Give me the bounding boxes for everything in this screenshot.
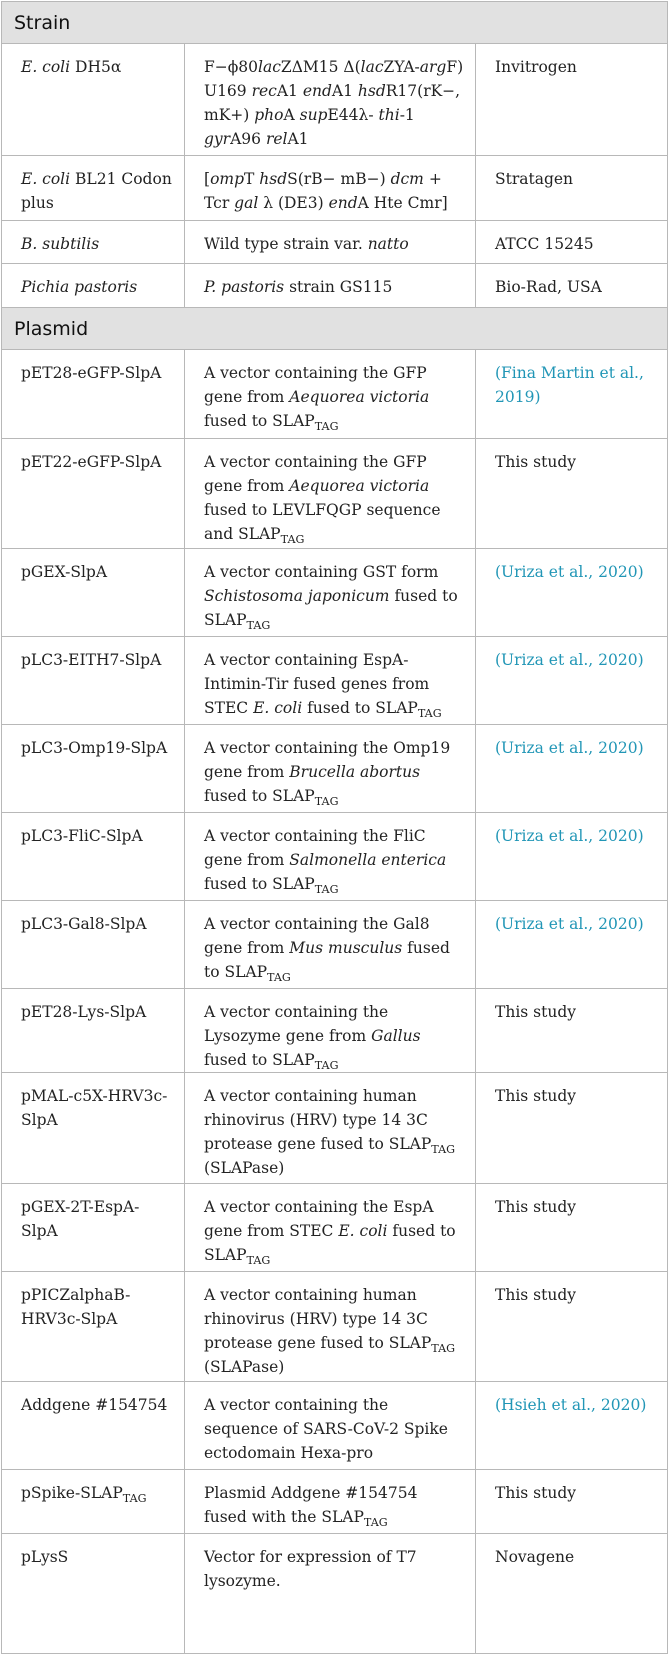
plasmid-description: A vector containing the EspA gene from STEC E. coli fused to $SLAP_{TAG}$ — [185, 1184, 476, 1272]
plasmid-description: Vector for expression of T7 lysozyme. — [185, 1534, 476, 1654]
plasmid-source: This study — [476, 1470, 668, 1534]
plasmid-description: A vector containing the sequence of SARS-CoV-2 Spike ectodomain Hexa-pro — [185, 1382, 476, 1470]
strains-plasmids-table — [1, 1, 668, 1654]
strain-name: Pichia pastoris — [2, 264, 185, 308]
plasmid-name: pGEX-SlpA — [2, 549, 185, 637]
plasmid-name: pPICZalphaB-HRV3c-SlpA — [2, 1272, 185, 1382]
table-row — [2, 1184, 668, 1272]
plasmid-source — [476, 725, 668, 813]
table-row — [2, 1470, 668, 1534]
table-row — [2, 156, 668, 221]
plasmid-source — [476, 350, 668, 439]
plasmid-description: A vector containing GST form Schistosoma japonicum fused to $SLAP_{TAG}$ — [185, 549, 476, 637]
plasmid-description: A vector containing the FliC gene from Salmonella enterica fused to $SLAP_{TAG}$ — [185, 813, 476, 901]
citation-link[interactable]: (Fina Martin et al., 2019) — [495, 364, 644, 406]
plasmid-name: pLC3-Gal8-SlpA — [2, 901, 185, 989]
plasmid-description: A vector containing human rhinovirus (HRV) type 14 3C protease gene fused to $SLAP_{TAG}$ (SLAPase) — [185, 1272, 476, 1382]
strain-genotype: [ompT hsdS(rB− mB−) dcm + Tcr gal λ (DE3) endA Hte Cmr] — [185, 156, 476, 221]
strain-source: Bio-Rad, USA — [476, 264, 668, 308]
table-row — [2, 221, 668, 264]
table-row — [2, 44, 668, 156]
citation-link[interactable]: (Uriza et al., 2020) — [495, 827, 644, 845]
plasmid-name: pGEX-2T-EspA-SlpA — [2, 1184, 185, 1272]
plasmid-source — [476, 637, 668, 725]
strain-source: Stratagen — [476, 156, 668, 221]
table-row — [2, 1534, 668, 1654]
strain-genotype: Wild type strain var. natto — [185, 221, 476, 264]
plasmid-name: pMAL-c5X-HRV3c-SlpA — [2, 1073, 185, 1184]
plasmid-source: This study — [476, 1184, 668, 1272]
plasmid-description: A vector containing the Lysozyme gene from Gallus fused to $SLAP_{TAG}$ — [185, 989, 476, 1073]
plasmid-source — [476, 813, 668, 901]
section-header-plasmid — [2, 308, 668, 350]
table-row — [2, 637, 668, 725]
plasmid-name: pET28-eGFP-SlpA — [2, 350, 185, 439]
table-row — [2, 813, 668, 901]
citation-link[interactable]: (Uriza et al., 2020) — [495, 563, 644, 581]
table-row — [2, 439, 668, 549]
plasmid-name: pLC3-EITH7-SlpA — [2, 637, 185, 725]
strain-name: E. coli DH5α — [2, 44, 185, 156]
table-row — [2, 901, 668, 989]
plasmid-description: Plasmid Addgene #154754 fused with the $SLAP_{TAG}$ — [185, 1470, 476, 1534]
plasmid-name: pLC3-FliC-SlpA — [2, 813, 185, 901]
citation-link[interactable]: (Uriza et al., 2020) — [495, 739, 644, 757]
plasmid-description: A vector containing the Gal8 gene from Mus musculus fused to $SLAP_{TAG}$ — [185, 901, 476, 989]
plasmid-source: This study — [476, 439, 668, 549]
plasmid-source — [476, 1382, 668, 1470]
strain-source: Invitrogen — [476, 44, 668, 156]
plasmid-source — [476, 549, 668, 637]
plasmid-description: A vector containing the GFP gene from Aequorea victoria fused to $SLAP_{TAG}$ — [185, 350, 476, 439]
table-row — [2, 989, 668, 1073]
plasmid-source: This study — [476, 1272, 668, 1382]
citation-link[interactable]: (Uriza et al., 2020) — [495, 651, 644, 669]
table-row — [2, 1073, 668, 1184]
citation-link[interactable]: (Uriza et al., 2020) — [495, 915, 644, 933]
plasmid-name: pSpike-$SLAP_{TAG}$ — [2, 1470, 185, 1534]
section-title: Plasmid — [2, 308, 668, 350]
plasmid-description: A vector containing the GFP gene from Aequorea victoria fused to LEVLFQGP sequence and $SLAP_{TAG}$ — [185, 439, 476, 549]
table-row — [2, 350, 668, 439]
plasmid-source: Novagene — [476, 1534, 668, 1654]
plasmid-name: pET22-eGFP-SlpA — [2, 439, 185, 549]
strain-name: B. subtilis — [2, 221, 185, 264]
table-row — [2, 725, 668, 813]
section-title: Strain — [2, 2, 668, 44]
table-row — [2, 1272, 668, 1382]
plasmid-source: This study — [476, 989, 668, 1073]
citation-link[interactable]: (Hsieh et al., 2020) — [495, 1396, 647, 1414]
plasmid-description: A vector containing human rhinovirus (HRV) type 14 3C protease gene fused to $SLAP_{TAG}$ (SLAPase) — [185, 1073, 476, 1184]
table-row — [2, 1382, 668, 1470]
plasmid-description: A vector containing EspA-Intimin-Tir fused genes from STEC E. coli fused to $SLAP_{TAG}$ — [185, 637, 476, 725]
plasmid-description: A vector containing the Omp19 gene from Brucella abortus fused to $SLAP_{TAG}$ — [185, 725, 476, 813]
strain-genotype: F−ϕ80lacZΔM15 Δ(lacZYA-argF) U169 recA1 endA1 hsdR17(rK−, mK+) phoA supE44λ- thi-1 gyrA96 relA1 — [185, 44, 476, 156]
plasmid-source: This study — [476, 1073, 668, 1184]
strain-source: ATCC 15245 — [476, 221, 668, 264]
plasmid-source — [476, 901, 668, 989]
plasmid-name: pET28-Lys-SlpA — [2, 989, 185, 1073]
strain-genotype: P. pastoris strain GS115 — [185, 264, 476, 308]
section-header-strain — [2, 2, 668, 44]
plasmid-name: pLC3-Omp19-SlpA — [2, 725, 185, 813]
table-row — [2, 549, 668, 637]
strain-name: E. coli BL21 Codon plus — [2, 156, 185, 221]
plasmid-name: Addgene #154754 — [2, 1382, 185, 1470]
plasmid-name: pLysS — [2, 1534, 185, 1654]
table-row — [2, 264, 668, 308]
